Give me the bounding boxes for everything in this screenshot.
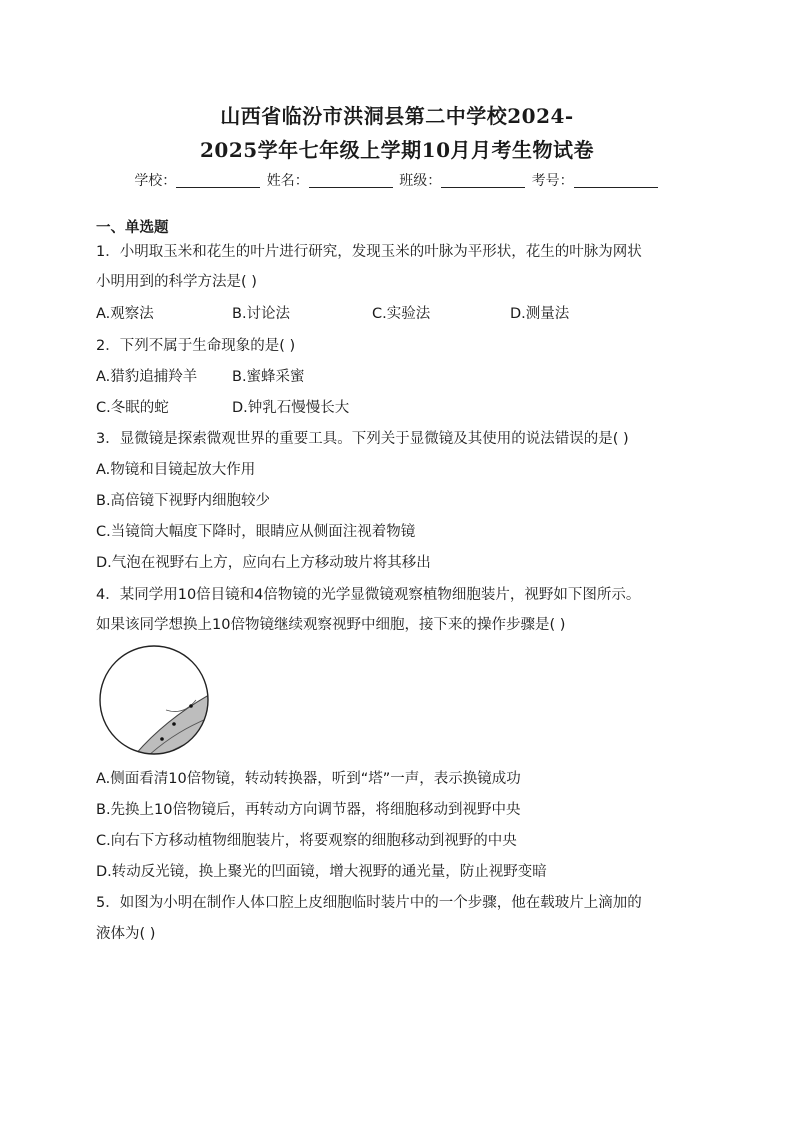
student-info-row (0, 170, 794, 190)
name-label: 姓名： (266, 173, 309, 189)
q3-stem: 3．显微镜是探索微观世界的重要工具。下列关于显微镜及其使用的说法错误的是( ) (96, 431, 629, 447)
q4-option-c: C.向右下方移动植物细胞装片，将要观察的细胞移动到视野的中央 (96, 833, 517, 849)
q1-option-c: C.实验法 (372, 306, 431, 322)
class-blank (441, 173, 525, 188)
q4-option-d: D.转动反光镜，换上聚光的凹面镜，增大视野的通光量，防止视野变暗 (96, 864, 547, 880)
q1-option-a: A.观察法 (96, 306, 154, 322)
q4-option-a: A.侧面看清10倍物镜，转动转换器，听到“塔”一声，表示换镜成功 (96, 771, 521, 787)
q1-stem-line1: 1．小明取玉米和花生的叶片进行研究，发现玉米的叶脉为平形状，花生的叶脉为网状 (96, 244, 642, 260)
q3-option-d: D.气泡在视野右上方，应向右上方移动玻片将其移出 (96, 555, 431, 571)
q3-option-b: B.高倍镜下视野内细胞较少 (96, 493, 271, 509)
q4-stem-line1: 4．某同学用10倍目镜和4倍物镜的光学显微镜观察植物细胞装片，视野如下图所示。 (96, 587, 641, 603)
microscope-field-of-view-figure (96, 644, 212, 756)
q1-stem-line2: 小明用到的科学方法是( ) (96, 274, 257, 290)
q4-stem-line2: 如果该同学想换上10倍物镜继续观察视野中细胞，接下来的操作步骤是( ) (96, 617, 566, 633)
section-heading-single-choice: 一、单选题 (96, 220, 169, 236)
q5-stem-line2: 液体为( ) (96, 926, 156, 942)
q4-option-b: B.先换上10倍物镜后，再转动方向调节器，将细胞移动到视野中央 (96, 802, 521, 818)
q3-option-a: A.物镜和目镜起放大作用 (96, 462, 256, 478)
school-blank (176, 173, 260, 188)
q2-option-c: C.冬眠的蛇 (96, 400, 169, 416)
q2-option-a: A.猎豹追捕羚羊 (96, 369, 198, 385)
q2-stem: 2．下列不属于生命现象的是( ) (96, 338, 296, 354)
q2-option-d: D.钟乳石慢慢长大 (232, 400, 350, 416)
q5-stem-line1: 5．如图为小明在制作人体口腔上皮细胞临时装片中的一个步骤，他在载玻片上滴加的 (96, 895, 642, 911)
name-blank (309, 173, 393, 188)
number-label: 考号： (531, 173, 574, 189)
q1-option-b: B.讨论法 (232, 306, 291, 322)
number-blank (574, 173, 658, 188)
cell-region (134, 690, 212, 756)
q2-option-b: B.蜜蜂采蜜 (232, 369, 305, 385)
class-label: 班级： (399, 173, 442, 189)
q3-option-c: C.当镜筒大幅度下降时，眼睛应从侧面注视着物镜 (96, 524, 416, 540)
school-label: 学校： (134, 173, 177, 189)
exam-title-line1: 山西省临汾市洪洞县第二中学校2024- (220, 104, 574, 128)
q1-option-d: D.测量法 (510, 306, 570, 322)
exam-title-line2: 2025学年七年级上学期10月月考生物试卷 (200, 138, 594, 162)
